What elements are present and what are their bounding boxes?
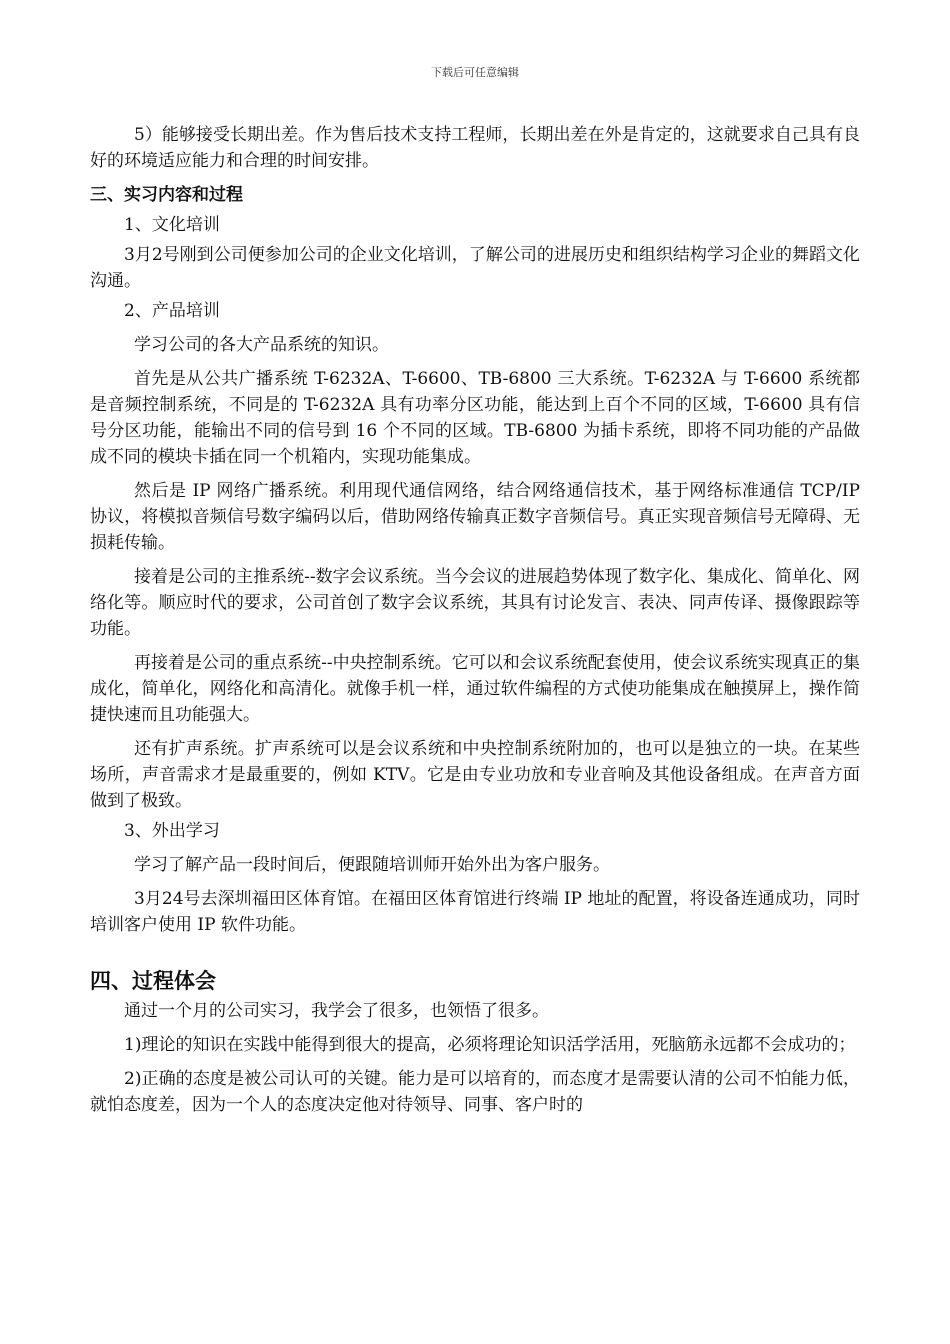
paragraph-travel: 5）能够接受长期出差。作为售后技术支持工程师，长期出差在外是肯定的，这就要求自己具有良好的环境适应能力和合理的时间安排。 — [90, 125, 860, 171]
paragraph-conference-system: 接着是公司的主推系统--数字会议系统。当今会议的进展趋势体现了数字化、集成化、简单化、网络化等。顺应时代的要求，公司首创了数字会议系统，其具有讨论发言、表决、同声传译、摄像跟踪等功能。 — [90, 567, 860, 639]
paragraph-culture-training: 3月2号刚到公司便参加公司的企业文化培训，了解公司的进展历史和组织结构学习企业的舞蹈文化沟通。 — [90, 245, 860, 291]
paragraph-broadcast-systems: 首先是从公共广播系统 T-6232A、T-6600、TB-6800 三大系统。T-6232A 与 T-6600 系统都是音频控制系统，不同是的 T-6232A 具有功率分区功能，能达到上百个不同的区域，T-6600 具有信号分区功能，能输出不同的信号到 16 个不同的区域。TB-6800 为插卡系统，即将不同功能的产品做成不同的模块卡插在同一个机箱内，实现功能集成。 — [90, 369, 860, 467]
paragraph-ip-broadcast: 然后是 IP 网络广播系统。利用现代通信网络，结合网络通信技术，基于网络标准通信 TCP/IP 协议，将模拟音频信号数字编码以后，借助网络传输真正数字音频信号。真正实现音频信号无障碍、无损耗传输。 — [90, 481, 860, 553]
section-4-heading: 四、过程体会 — [90, 969, 216, 993]
paragraph-field-trip: 3月24号去深圳福田区体育馆。在福田区体育馆进行终端 IP 地址的配置，将设备连通成功，同时培训客户使用 IP 软件功能。 — [90, 889, 860, 935]
paragraph-central-control: 再接着是公司的重点系统--中央控制系统。它可以和会议系统配套使用，使会议系统实现真正的集成化，简单化，网络化和高清化。就像手机一样，通过软件编程的方式使功能集成在触摸屏上，操作简捷快速而且功能强大。 — [90, 653, 860, 725]
page-header-note: 下载后可任意编辑 — [431, 66, 519, 79]
subsection-3-heading: 3、外出学习 — [124, 821, 220, 841]
paragraph-theory: 1)理论的知识在实践中能得到很大的提高，必须将理论知识活学活用，死脑筋永远都不会成功的； — [124, 1035, 856, 1055]
section-3-heading: 三、实习内容和过程 — [90, 185, 243, 205]
paragraph-field-intro: 学习了解产品一段时间后，便跟随培训师开始外出为客户服务。 — [134, 855, 610, 875]
document-body — [90, 122, 860, 1118]
subsection-1-heading: 1、文化培训 — [124, 215, 220, 235]
paragraph-sound-system: 还有扩声系统。扩声系统可以是会议系统和中央控制系统附加的，也可以是独立的一块。在某些场所，声音需求才是最重要的，例如 KTV。它是由专业功放和专业音响及其他设备组成。在声音方面做到了极致。 — [90, 739, 860, 811]
subsection-2-heading: 2、产品培训 — [124, 301, 220, 321]
paragraph-summary: 通过一个月的公司实习，我学会了很多，也领悟了很多。 — [124, 1001, 549, 1021]
paragraph-products-intro: 学习公司的各大产品系统的知识。 — [134, 335, 389, 355]
paragraph-attitude: 2)正确的态度是被公司认可的关键。能力是可以培育的，而态度才是需要认清的公司不怕能力低，就怕态度差，因为一个人的态度决定他对待领导、同事、客户时的 — [90, 1069, 860, 1115]
